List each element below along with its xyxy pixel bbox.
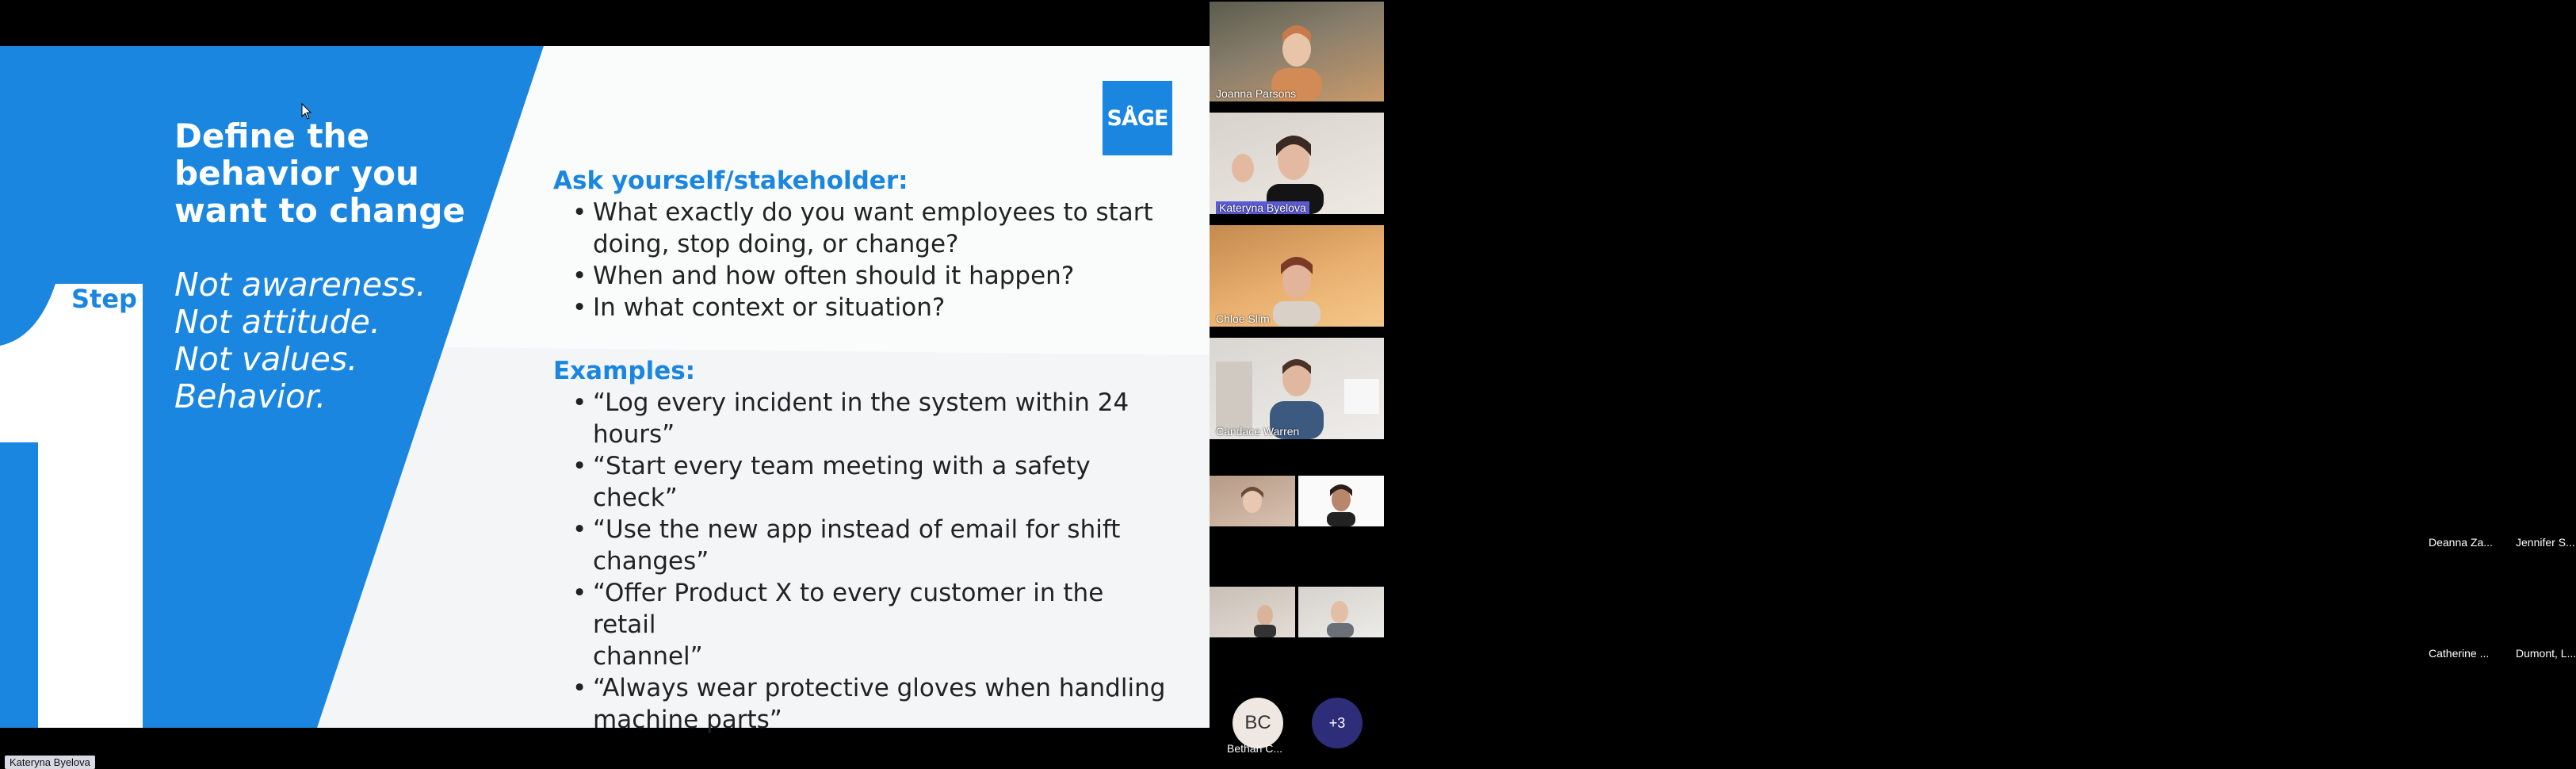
list-item-line: channel”	[593, 642, 703, 671]
slide-tagline	[174, 266, 507, 415]
more-participants-button[interactable]: +3	[1312, 698, 1363, 748]
list-item-line: changes”	[593, 547, 709, 576]
step-label: Step	[71, 284, 137, 314]
participant-video-tile[interactable]	[1210, 476, 1295, 526]
examples-list	[553, 387, 1171, 736]
list-item	[593, 450, 1171, 514]
participant-name: Catherine ...	[2429, 647, 2490, 660]
participant-video	[1298, 476, 1384, 526]
participant-video	[1210, 587, 1295, 637]
tagline-line: Not awareness.	[174, 266, 426, 304]
slide-heading: Define the behavior you want to change	[174, 117, 465, 230]
participant-video-tile[interactable]	[1210, 587, 1295, 637]
tagline-line: Behavior.	[174, 377, 327, 415]
participant-name: Chloe Slim	[1216, 312, 1270, 325]
list-item	[593, 514, 1171, 577]
examples-title: Examples:	[553, 357, 696, 385]
shared-slide	[0, 46, 1210, 734]
list-item	[593, 197, 1171, 260]
list-item-line: • “Log every incident in the system within 24	[593, 388, 1129, 417]
list-item-line: hours”	[593, 420, 675, 449]
participant-video-tile[interactable]	[1210, 113, 1384, 214]
participant-video-tile[interactable]	[1210, 2, 1384, 101]
participant-name: Joanna Parsons	[1216, 87, 1297, 100]
list-item-line: doing, stop doing, or change?	[593, 230, 959, 258]
participant-name: Kateryna Byelova	[1216, 201, 1309, 214]
ask-title: Ask yourself/stakeholder:	[553, 166, 908, 195]
participant-name: Deanna Za...	[2429, 536, 2493, 549]
tagline-line: Not attitude.	[174, 303, 380, 341]
participant-video-tile[interactable]	[1210, 338, 1384, 439]
list-item-line: • “Offer Product X to every customer in the retail	[593, 579, 1104, 639]
participant-video-tile[interactable]	[1298, 476, 1384, 526]
list-item	[593, 577, 1171, 672]
slide-content	[553, 165, 1171, 736]
participant-name: Jennifer S...	[2516, 536, 2575, 549]
list-item-line: • When and how often should it happen?	[593, 262, 1075, 290]
list-item-line: • “Use the new app instead of email for shift	[593, 515, 1121, 544]
participant-name: Bethan C...	[1227, 742, 1283, 755]
sage-logo: SÅGE	[1103, 81, 1172, 155]
participant-gallery[interactable]	[1210, 0, 2576, 769]
list-item-line: machine parts”	[593, 706, 782, 734]
participant-video-tile[interactable]	[1298, 587, 1384, 637]
mouse-cursor-icon	[301, 103, 312, 121]
list-item	[593, 260, 1171, 292]
list-item-line: • “Always wear protective gloves when handling	[593, 674, 1166, 702]
list-item-line: • “Start every team meeting with a safety check”	[593, 452, 1091, 512]
ask-list	[553, 197, 1171, 323]
tagline-line: Not values.	[174, 340, 358, 378]
list-item-line: • In what context or situation?	[593, 293, 946, 322]
participant-video	[1298, 587, 1384, 637]
list-item-line: • What exactly do you want employees to start	[593, 198, 1153, 227]
participant-video	[1210, 113, 1384, 214]
participant-video	[1210, 476, 1295, 526]
participant-name: Dumont, L...	[2516, 647, 2576, 660]
participant-video-tile[interactable]	[1210, 225, 1384, 327]
participant-avatar[interactable]: BC	[1233, 698, 1283, 748]
list-item	[593, 387, 1171, 450]
participant-name: Candace Warren	[1216, 425, 1300, 438]
participant-video	[1210, 338, 1384, 439]
list-item	[593, 292, 1171, 323]
presenter-name-tag: Kateryna Byelova	[5, 756, 95, 769]
participant-video	[1210, 225, 1384, 327]
list-item	[593, 672, 1171, 736]
